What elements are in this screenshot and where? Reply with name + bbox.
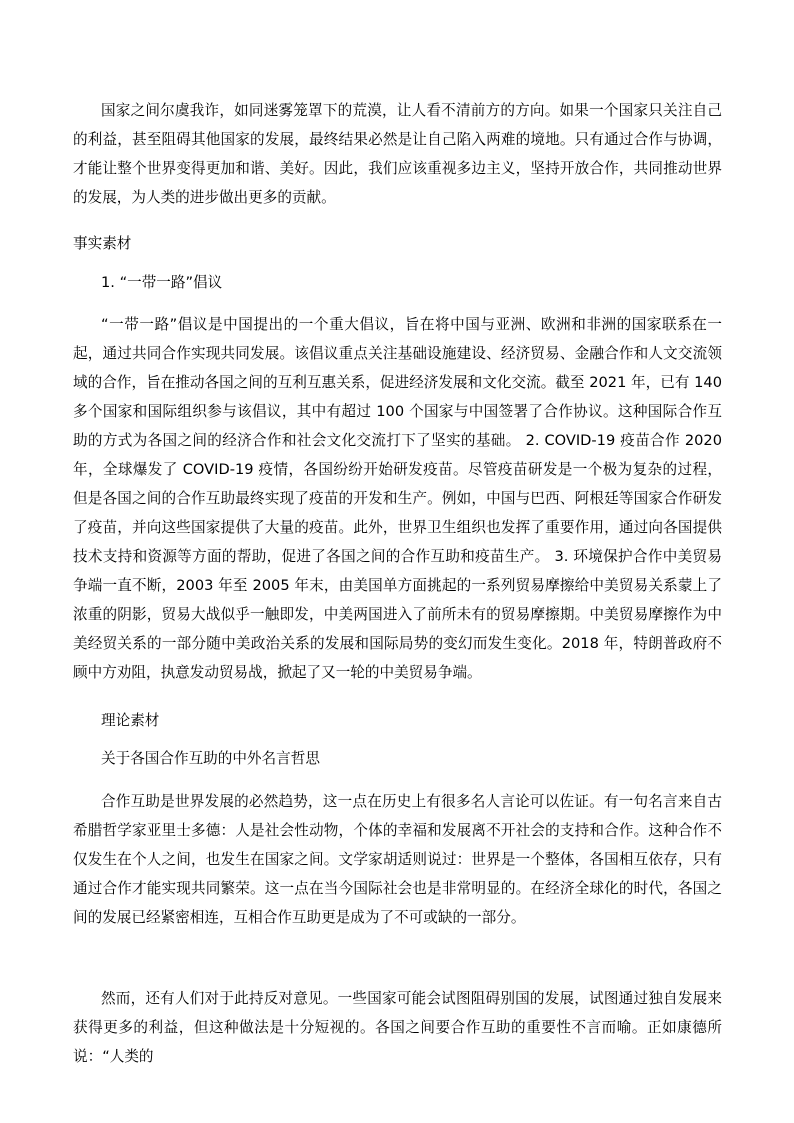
heading-quotes: 关于各国合作互助的中外名言哲思 — [101, 750, 320, 767]
paragraph-quotes: 合作互助是世界发展的必然趋势，这一点在历史上有很多名人言论可以佐证。有一句名言来自古希腊哲学家亚里士多德：人是社会性动物，个体的幸福和发展离不开社会的支持和合作。这种合作不仅发生在个人之间，也发生在国家之间。文学家胡适则说过：世界是一个整体，各国相互依存，只有通过合作才能实现共同繁荣。这一点在当今国际社会也是非常明显的。在经济全球化的时代，各国之间的发展已经紧密相连，互相合作互助更是成为了不可或缺的一部分。 — [73, 793, 722, 926]
paragraph-facts: “一带一路”倡议是中国提出的一个重大倡议，旨在将中国与亚洲、欧洲和非洲的国家联系在一起，通过共同合作实现共同发展。该倡议重点关注基础设施建设、经济贸易、金融合作和人文交流领域的合作，旨在推动各国之间的互利互惠关系，促进经济发展和文化交流。截至 2021 年，已有 140 多个国家和国际组织参与该倡议，其中有超过 100 个国家与中国签署了合作协议。这种国际合作互助的方式为各国之间的经济合作和社会文化交流打下了坚实的基础。 2. COVID-19 疫苗合作 2020 年，全球爆发了 COVID-19 疫情，各国纷纷开始研发疫苗。尽管疫苗研发是一个极为复杂的过程，但是各国之间的合作互助最终实现了疫苗的开发和生产。例如，中国与巴西、阿根廷等国家合作研发了疫苗，并向这些国家提供了大量的疫苗。此外，世界卫生组织也发挥了重要作用，通过向各国提供技术支持和资源等方面的帮助，促进了各国之间的合作互助和疫苗生产。 3. 环境保护合作中美贸易争端一直不断，2003 年至 2005 年末，由美国单方面挑起的一系列贸易摩擦给中美贸易关系蒙上了浓重的阴影，贸易大战似乎一触即发，中美两国进入了前所未有的贸易摩擦期。中美贸易摩擦作为中美经贸关系的一部分随中美政治关系的发展和国际局势的变幻而发生变化。2018 年，特朗普政府不顾中方劝阻，执意发动贸易战，掀起了又一轮的中美贸易争端。 — [73, 316, 722, 681]
heading-facts: 事实素材 — [73, 235, 132, 252]
paragraph-counterview: 然而，还有人们对于此持反对意见。一些国家可能会试图阻碍别国的发展，试图通过独自发展来获得更多的利益，但这种做法是十分短视的。各国之间要合作互助的重要性不言而喻。正如康德所说：“人类的 — [73, 990, 722, 1065]
heading-theory: 理论素材 — [101, 712, 160, 729]
paragraph-intro: 国家之间尔虞我诈，如同迷雾笼罩下的荒漠，让人看不清前方的方向。如果一个国家只关注自己的利益，甚至阻碍其他国家的发展，最终结果必然是让自己陷入两难的境地。只有通过合作与协调，才能让整个世界变得更加和谐、美好。因此，我们应该重视多边主义，坚持开放合作，共同推动世界的发展，为人类的进步做出更多的贡献。 — [73, 102, 722, 206]
heading-belt-and-road: 1. “一带一路”倡议 — [101, 274, 223, 291]
